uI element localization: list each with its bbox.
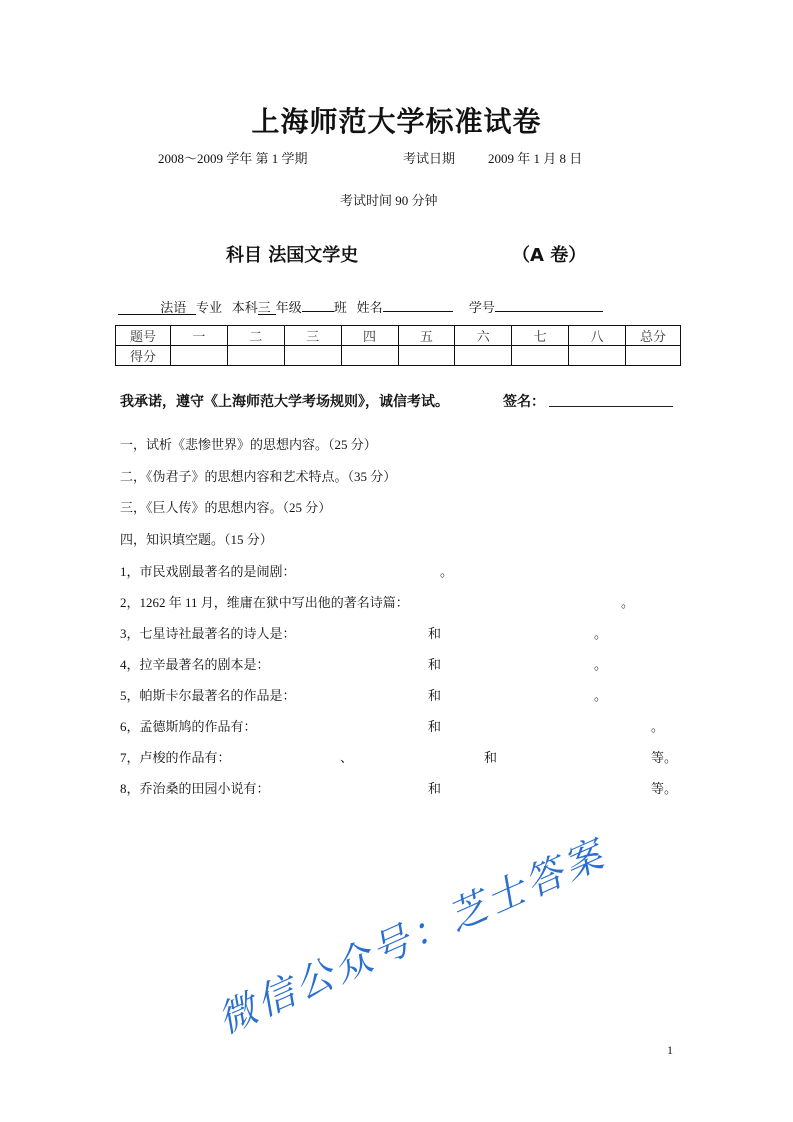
table-header-cell: 七 bbox=[512, 326, 569, 346]
page-number: 1 bbox=[667, 1043, 673, 1057]
fill-item-and: 和 bbox=[484, 750, 498, 765]
student-id-label: 学号 bbox=[468, 300, 495, 315]
exam-time: 考试时间 90 分钟 bbox=[340, 193, 438, 208]
score-cell[interactable] bbox=[512, 346, 569, 366]
table-header-cell: 五 bbox=[398, 326, 455, 346]
table-header-cell: 二 bbox=[227, 326, 284, 346]
level-label: 本科 bbox=[231, 300, 258, 315]
score-cell[interactable] bbox=[569, 346, 626, 366]
fill-item-and: 和 bbox=[428, 719, 442, 734]
fill-item-text: 8，乔治桑的田园小说有： bbox=[120, 781, 270, 796]
major-value: 法语 bbox=[160, 300, 187, 315]
subject-title: 科目 法国文学史 bbox=[226, 245, 359, 266]
fill-item-text: 3，七星诗社最著名的诗人是： bbox=[120, 626, 296, 641]
class-label: 班 bbox=[333, 300, 347, 315]
fill-item-text: 5，帕斯卡尔最著名的作品是： bbox=[120, 688, 296, 703]
name-label: 姓名 bbox=[356, 300, 383, 315]
fill-item-end: 等。 bbox=[651, 750, 678, 765]
pledge-text: 我承诺，遵守《上海师范大学考场规则》，诚信考试。 bbox=[120, 394, 449, 410]
score-cell[interactable] bbox=[626, 346, 681, 366]
table-header-cell: 总分 bbox=[626, 326, 681, 346]
paper-version: （A 卷） bbox=[512, 245, 587, 266]
class-field[interactable] bbox=[302, 297, 334, 312]
score-row-label: 得分 bbox=[116, 346, 171, 366]
signature-label: 签名： bbox=[503, 394, 545, 410]
table-header-cell: 四 bbox=[341, 326, 398, 346]
table-header-cell: 六 bbox=[455, 326, 512, 346]
fill-item-text: 4，拉辛最著名的剧本是： bbox=[120, 657, 270, 672]
score-table-header-row bbox=[116, 326, 681, 346]
fill-item-sep: 、 bbox=[340, 750, 354, 765]
fill-item-end: 。 bbox=[651, 719, 665, 734]
major-field[interactable] bbox=[118, 300, 196, 315]
fill-item-text: 2，1262 年 11 月，维庸在狱中写出他的著名诗篇： bbox=[120, 595, 409, 610]
score-cell[interactable] bbox=[398, 346, 455, 366]
fill-item-text: 1，市民戏剧最著名的是闹剧： bbox=[120, 564, 296, 579]
fill-item-end: 。 bbox=[440, 564, 454, 579]
score-cell[interactable] bbox=[227, 346, 284, 366]
academic-year: 2008～2009 学年 第 1 学期 bbox=[158, 151, 308, 166]
score-cell[interactable] bbox=[341, 346, 398, 366]
fill-item-text: 6，孟德斯鸠的作品有： bbox=[120, 719, 257, 734]
fill-item-and: 和 bbox=[428, 626, 442, 641]
fill-item-end: 。 bbox=[594, 688, 608, 703]
fill-item-end: 等。 bbox=[651, 781, 678, 796]
major-label: 专业 bbox=[196, 300, 223, 315]
score-row bbox=[116, 346, 681, 366]
fill-item-text: 7，卢梭的作品有： bbox=[120, 750, 231, 765]
table-header-cell: 八 bbox=[569, 326, 626, 346]
fill-item-end: 。 bbox=[594, 657, 608, 672]
question-1: 一，试析《悲惨世界》的思想内容。（25 分） bbox=[120, 437, 377, 452]
fill-item-and: 和 bbox=[428, 688, 442, 703]
score-cell[interactable] bbox=[171, 346, 228, 366]
grade-label: 年级 bbox=[275, 300, 302, 315]
fill-item-and: 和 bbox=[428, 781, 442, 796]
table-header-cell: 题号 bbox=[116, 326, 171, 346]
question-2: 二，《伪君子》的思想内容和艺术特点。（35 分） bbox=[120, 469, 397, 484]
table-header-cell: 三 bbox=[284, 326, 341, 346]
question-3: 三，《巨人传》的思想内容。（25 分） bbox=[120, 500, 332, 515]
student-info-line bbox=[118, 297, 603, 316]
grade-value: 三 bbox=[257, 300, 271, 315]
fill-item-end: 。 bbox=[594, 626, 608, 641]
watermark: 微信公众号：芝士答案 bbox=[211, 831, 613, 1043]
name-field[interactable] bbox=[383, 297, 453, 312]
exam-title: 上海师范大学标准试卷 bbox=[251, 105, 542, 138]
table-header-cell: 一 bbox=[171, 326, 228, 346]
signature-field[interactable] bbox=[549, 406, 673, 407]
score-cell[interactable] bbox=[284, 346, 341, 366]
score-table bbox=[115, 325, 681, 366]
grade-field[interactable] bbox=[258, 300, 276, 315]
fill-item-end: 。 bbox=[621, 595, 635, 610]
exam-date: 2009 年 1 月 8 日 bbox=[488, 151, 583, 166]
score-cell[interactable] bbox=[455, 346, 512, 366]
student-id-field[interactable] bbox=[495, 297, 603, 312]
exam-date-label: 考试日期 bbox=[403, 151, 456, 166]
question-4: 四，知识填空题。（15 分） bbox=[120, 532, 273, 547]
fill-item-and: 和 bbox=[428, 657, 442, 672]
